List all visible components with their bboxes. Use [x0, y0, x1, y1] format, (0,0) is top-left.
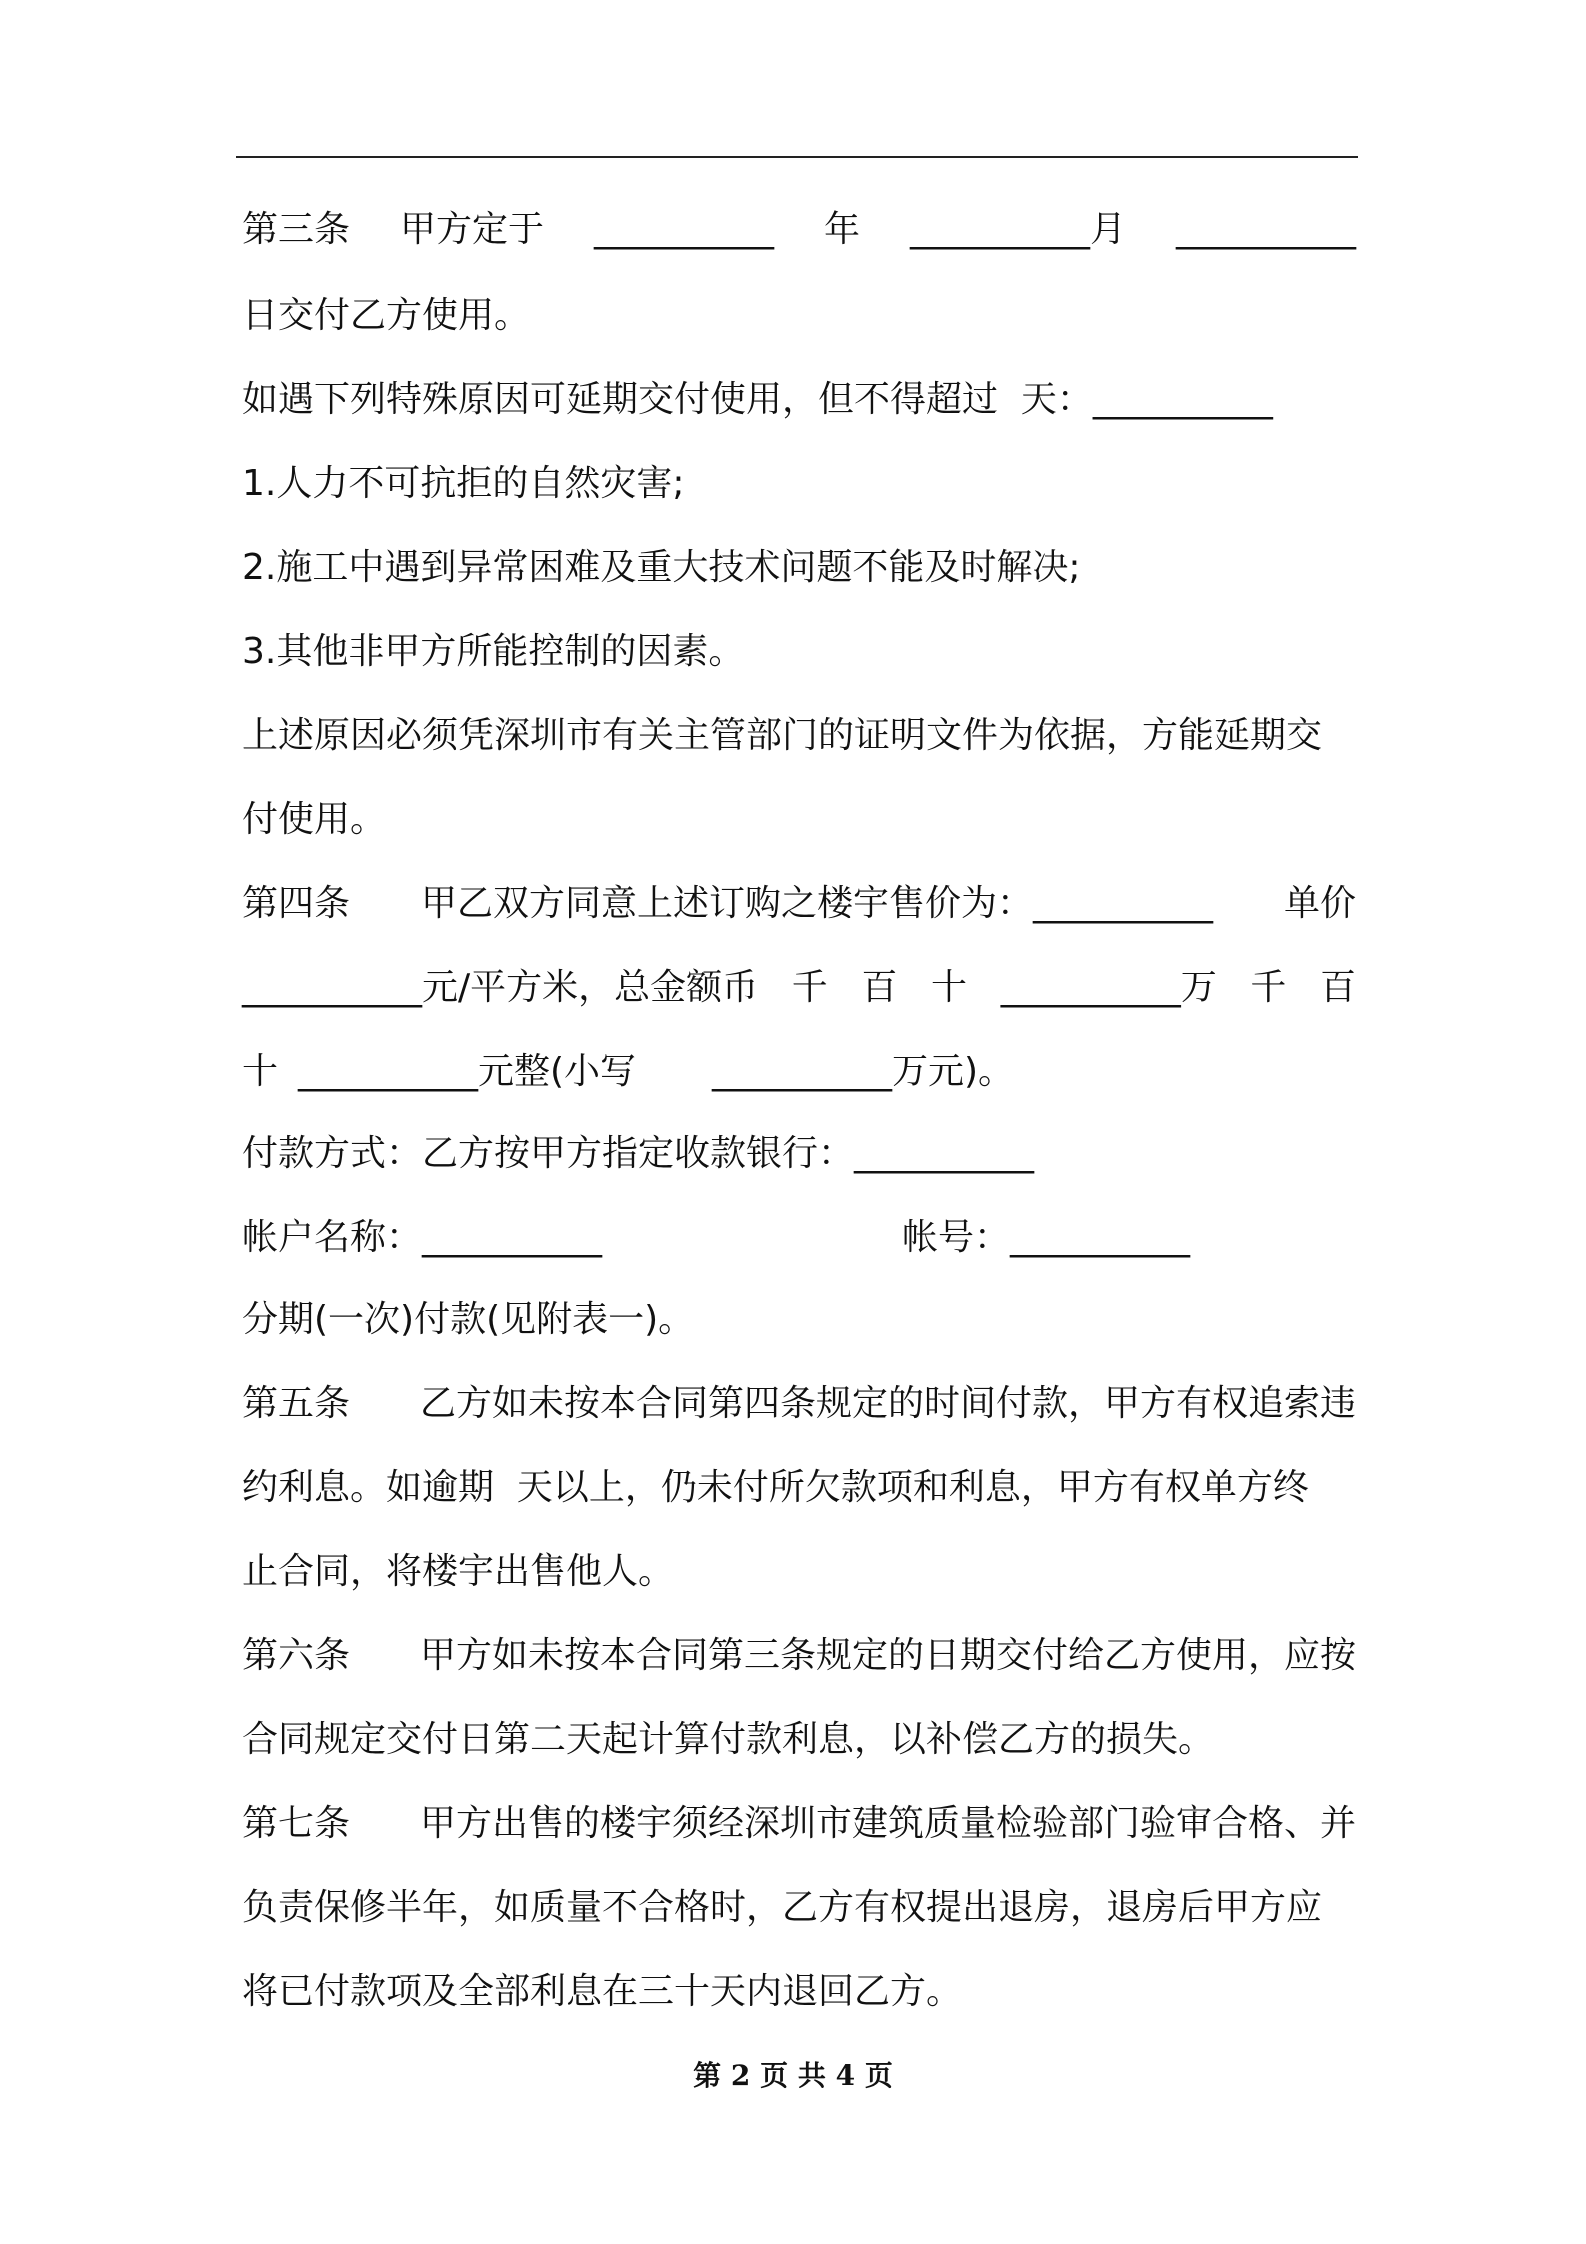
article4-price-text: 甲乙双方同意上述订购之楼宇售价为：__________	[420, 883, 1213, 924]
article3-item-2: 2.施工中遇到异常困难及重大技术问题不能及时解决;	[242, 547, 1081, 588]
article5-title: 第五条	[242, 1383, 351, 1424]
article5-line-3: 止合同，将楼宇出售他人。	[242, 1551, 675, 1592]
article3-year-blank: __________	[594, 209, 774, 250]
article4-line-2	[242, 956, 1356, 1020]
article7-line-2: 负责保修半年，如质量不合格时，乙方有权提出退房，退房后甲方应	[242, 1887, 1323, 1928]
article3-item-1: 1.人力不可抗拒的自然灾害;	[242, 463, 685, 504]
article3-day-blank: __________	[1175, 209, 1356, 250]
article4-wan-blank: __________万	[1000, 967, 1217, 1008]
account-number-field: 帐号：__________	[902, 1217, 1191, 1258]
account-name-field: 帐户名称：__________	[242, 1217, 603, 1258]
article4-bai-1: 百	[861, 967, 898, 1008]
article7-line-3: 将已付款项及全部利息在三十天内退回乙方。	[242, 1971, 963, 2012]
page-number: 第 2 页 共 4 页	[693, 2059, 893, 2092]
article7-text-1: 甲方出售的楼宇须经深圳市建筑质量检验部门验审合格、并	[419, 1803, 1356, 1844]
article3-month-blank: __________月	[909, 209, 1126, 250]
article4-unit-price-label: 单价	[1283, 883, 1356, 924]
article4-shi-2: 十	[242, 1051, 279, 1092]
article4-shi-1: 十	[931, 967, 968, 1008]
article7-line-1	[242, 1792, 1356, 1856]
article3-item-3: 3.其他非甲方所能控制的因素。	[242, 631, 745, 672]
article4-unit-price-blank: __________元/平方米，总金额币	[242, 967, 759, 1008]
article3-line-2: 日交付乙方使用。	[242, 295, 531, 336]
article5-text-1: 乙方如未按本合同第四条规定的时间付款，甲方有权追索违	[419, 1383, 1356, 1424]
article3-line-1	[242, 198, 1356, 262]
article7-title: 第七条	[242, 1803, 351, 1844]
article4-qian-1: 千	[791, 967, 828, 1008]
article5-line-2: 约利息。如逾期 天以上，仍未付所欠款项和利息，甲方有权单方终	[242, 1467, 1309, 1508]
article4-lowercase-blank: __________万元)。	[712, 1051, 1015, 1092]
article4-bai-2: 百	[1319, 967, 1356, 1008]
article6-line-2: 合同规定交付日第二天起计算付款利息，以补偿乙方的损失。	[242, 1719, 1215, 1760]
header-rule	[236, 156, 1358, 158]
article5-line-1	[242, 1372, 1356, 1436]
article4-title: 第四条	[242, 883, 351, 924]
article6-line-1	[242, 1624, 1356, 1688]
article3-line-5: 付使用。	[242, 799, 387, 840]
article3-delay-clause: 如遇下列特殊原因可延期交付使用，但不得超过 天：__________	[242, 379, 1273, 420]
article3-line-4: 上述原因必须凭深圳市有关主管部门的证明文件为依据，方能延期交	[242, 715, 1323, 756]
article4-account-line	[242, 1206, 1356, 1270]
article4-qian-2: 千	[1250, 967, 1287, 1008]
article6-title: 第六条	[242, 1635, 351, 1676]
article6-text-1: 甲方如未按本合同第三条规定的日期交付给乙方使用，应按	[419, 1635, 1356, 1676]
article4-installment: 分期(一次)付款(见附表一)。	[242, 1299, 695, 1340]
article4-line-1	[242, 872, 1356, 936]
article4-payment-method: 付款方式：乙方按甲方指定收款银行：__________	[242, 1133, 1035, 1174]
article4-line-3	[242, 1040, 1356, 1104]
article3-date-intro: 甲方定于	[400, 209, 545, 250]
article3-title: 第三条	[242, 209, 351, 250]
article4-yuan-blank: __________元整(小写	[298, 1051, 637, 1092]
article3-year-label: 年	[823, 209, 860, 250]
